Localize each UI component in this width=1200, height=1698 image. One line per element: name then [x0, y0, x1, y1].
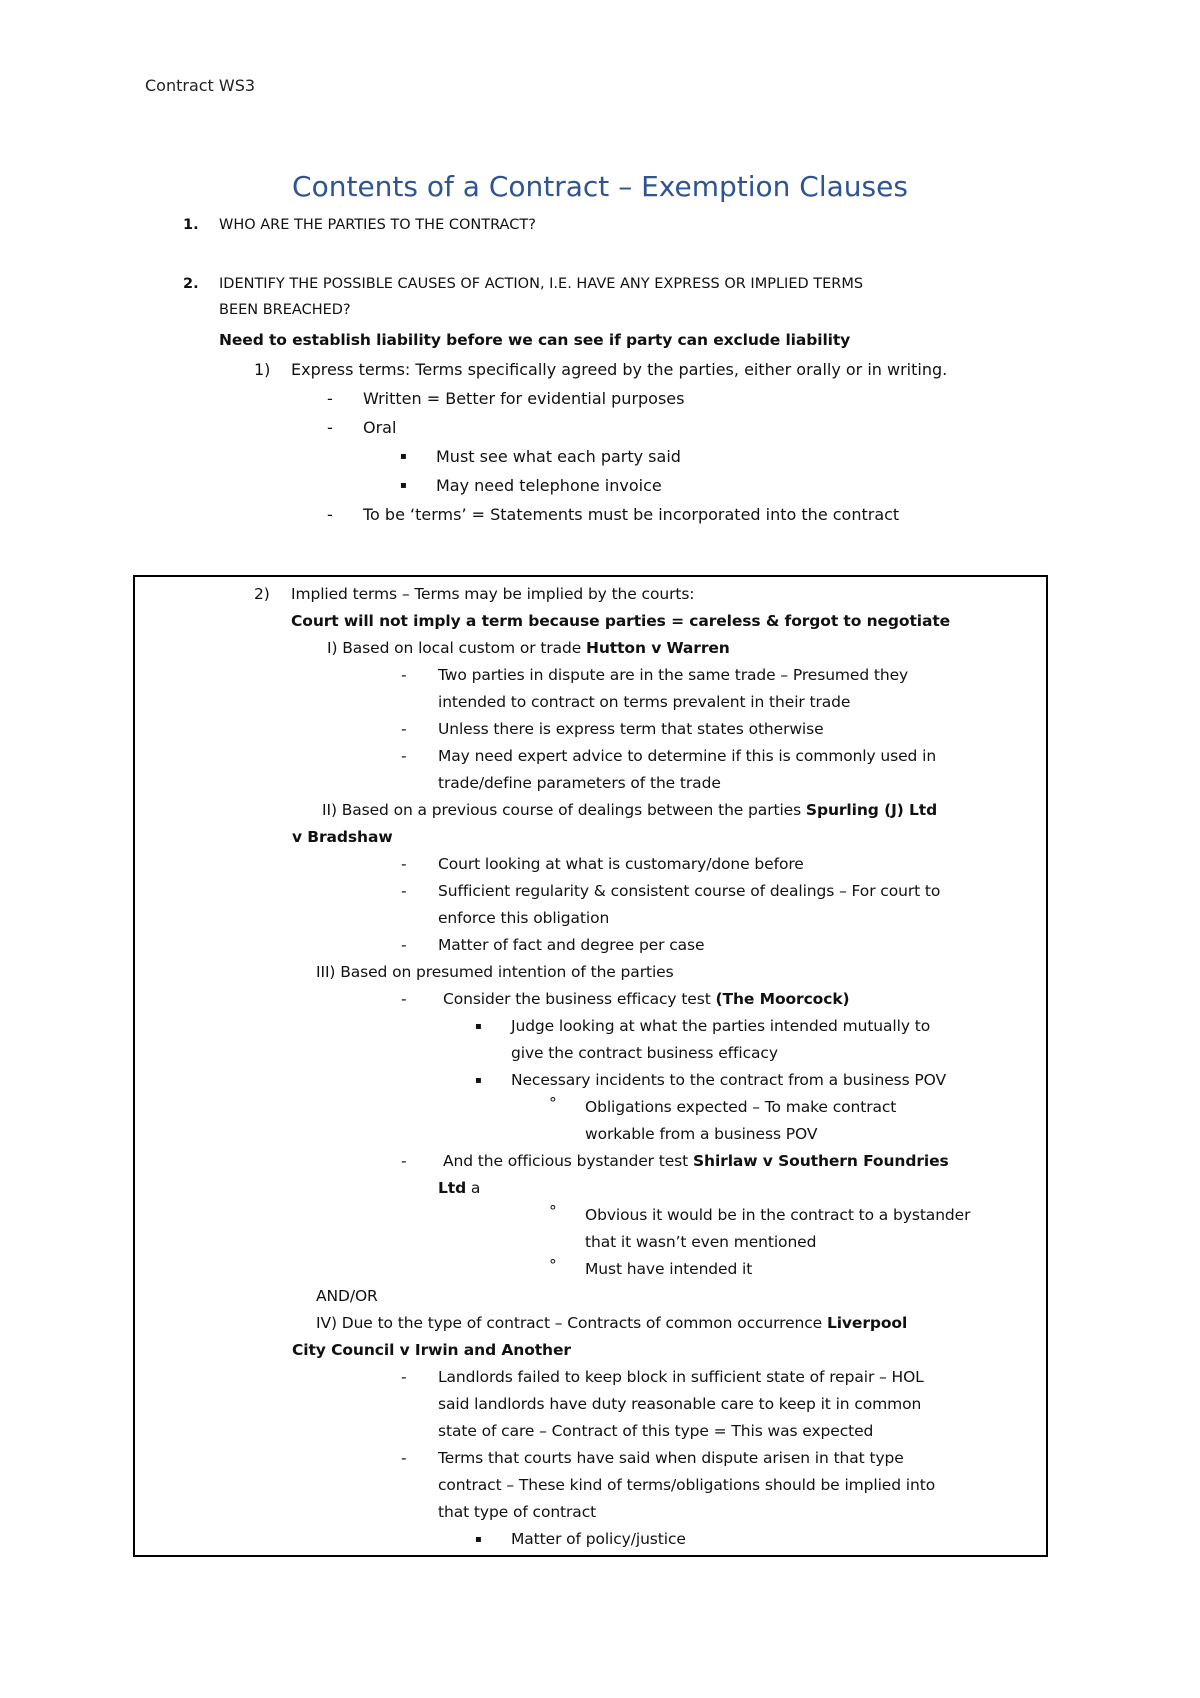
list-item: Must see what each party said: [436, 447, 681, 466]
list-item: contract – These kind of terms/obligations should be implied into: [438, 1476, 936, 1494]
list-item: Judge looking at what the parties intended mutually to: [511, 1017, 931, 1035]
square-bullet: ▪: [475, 1021, 482, 1032]
list-item: Written = Better for evidential purposes: [363, 389, 685, 408]
dash-bullet: -: [401, 666, 407, 684]
subheading-iii: III) Based on presumed intention of the parties: [316, 963, 674, 981]
question-2-line: BEEN BREACHED?: [219, 302, 351, 318]
subheading-iv: IV) Due to the type of contract – Contracts of common occurrence Liverpool: [316, 1314, 908, 1332]
list-item: Terms that courts have said when dispute arisen in that type: [438, 1449, 904, 1467]
circle-bullet: °: [549, 1094, 557, 1112]
dash-bullet: -: [401, 747, 407, 765]
dash-bullet: -: [327, 389, 333, 408]
list-item: Unless there is express term that states otherwise: [438, 720, 824, 738]
list-item: said landlords have duty reasonable care to keep it in common: [438, 1395, 922, 1413]
list-number: 1): [254, 360, 271, 379]
dash-bullet: -: [327, 505, 333, 524]
list-item: Matter of policy/justice: [511, 1530, 686, 1548]
bold-note: Need to establish liability before we can see if party can exclude liability: [219, 331, 851, 349]
list-number: 2): [254, 585, 270, 603]
question-1: WHO ARE THE PARTIES TO THE CONTRACT?: [219, 217, 536, 233]
list-item: Court looking at what is customary/done before: [438, 855, 804, 873]
list-item: Obvious it would be in the contract to a bystander: [585, 1206, 971, 1224]
list-item: enforce this obligation: [438, 909, 610, 927]
dash-bullet: -: [401, 936, 407, 954]
list-item: Consider the business efficacy test (The Moorcock): [443, 990, 850, 1008]
case-name: City Council v Irwin and Another: [292, 1341, 571, 1359]
and-or-label: AND/OR: [316, 1287, 378, 1305]
page-title: Contents of a Contract – Exemption Clauses: [292, 170, 908, 203]
list-number: 2.: [183, 276, 199, 292]
list-item: Two parties in dispute are in the same trade – Presumed they: [438, 666, 909, 684]
square-bullet: ▪: [400, 480, 407, 491]
dash-bullet: -: [401, 1368, 407, 1386]
list-item: give the contract business efficacy: [511, 1044, 778, 1062]
list-item: Obligations expected – To make contract: [585, 1098, 897, 1116]
implied-terms-heading: Implied terms – Terms may be implied by the courts:: [291, 585, 695, 603]
list-item: May need expert advice to determine if this is commonly used in: [438, 747, 937, 765]
list-item: that type of contract: [438, 1503, 597, 1521]
dash-bullet: -: [401, 882, 407, 900]
circle-bullet: °: [549, 1202, 557, 1220]
circle-bullet: °: [549, 1256, 557, 1274]
list-item: Matter of fact and degree per case: [438, 936, 705, 954]
dash-bullet: -: [401, 1152, 407, 1170]
list-item: May need telephone invoice: [436, 476, 662, 495]
dash-bullet: -: [401, 720, 407, 738]
list-item: Landlords failed to keep block in sufficient state of repair – HOL: [438, 1368, 924, 1386]
list-item: And the officious bystander test Shirlaw v Southern Foundries: [443, 1152, 949, 1170]
square-bullet: ▪: [475, 1534, 482, 1545]
dash-bullet: -: [401, 990, 407, 1008]
dash-bullet: -: [327, 418, 333, 437]
list-item: Must have intended it: [585, 1260, 753, 1278]
page-header: Contract WS3: [145, 76, 256, 95]
dash-bullet: -: [401, 855, 407, 873]
list-item: Sufficient regularity & consistent course of dealings – For court to: [438, 882, 941, 900]
question-2-line: IDENTIFY THE POSSIBLE CAUSES OF ACTION, I.E. HAVE ANY EXPRESS OR IMPLIED TERMS: [219, 276, 864, 292]
list-item: To be ‘terms’ = Statements must be incorporated into the contract: [363, 505, 900, 524]
list-item: Oral: [363, 418, 397, 437]
case-name: v Bradshaw: [292, 828, 393, 846]
list-item: intended to contract on terms prevalent in their trade: [438, 693, 851, 711]
dash-bullet: -: [401, 1449, 407, 1467]
list-number: 1.: [183, 217, 199, 233]
list-item: Necessary incidents to the contract from a business POV: [511, 1071, 946, 1089]
list-item: trade/define parameters of the trade: [438, 774, 721, 792]
express-terms-heading: Express terms: Terms specifically agreed by the parties, either orally or in writing.: [291, 360, 948, 379]
list-item: that it wasn’t even mentioned: [585, 1233, 817, 1251]
list-item: workable from a business POV: [585, 1125, 818, 1143]
square-bullet: ▪: [475, 1075, 482, 1086]
list-item: Ltd a: [438, 1179, 481, 1197]
bold-note: Court will not imply a term because parties = careless & forgot to negotiate: [291, 612, 951, 630]
subheading-i: I) Based on local custom or trade Hutton v Warren: [327, 639, 730, 657]
list-item: state of care – Contract of this type = This was expected: [438, 1422, 874, 1440]
square-bullet: ▪: [400, 451, 407, 462]
subheading-ii: II) Based on a previous course of dealings between the parties Spurling (J) Ltd: [322, 801, 938, 819]
